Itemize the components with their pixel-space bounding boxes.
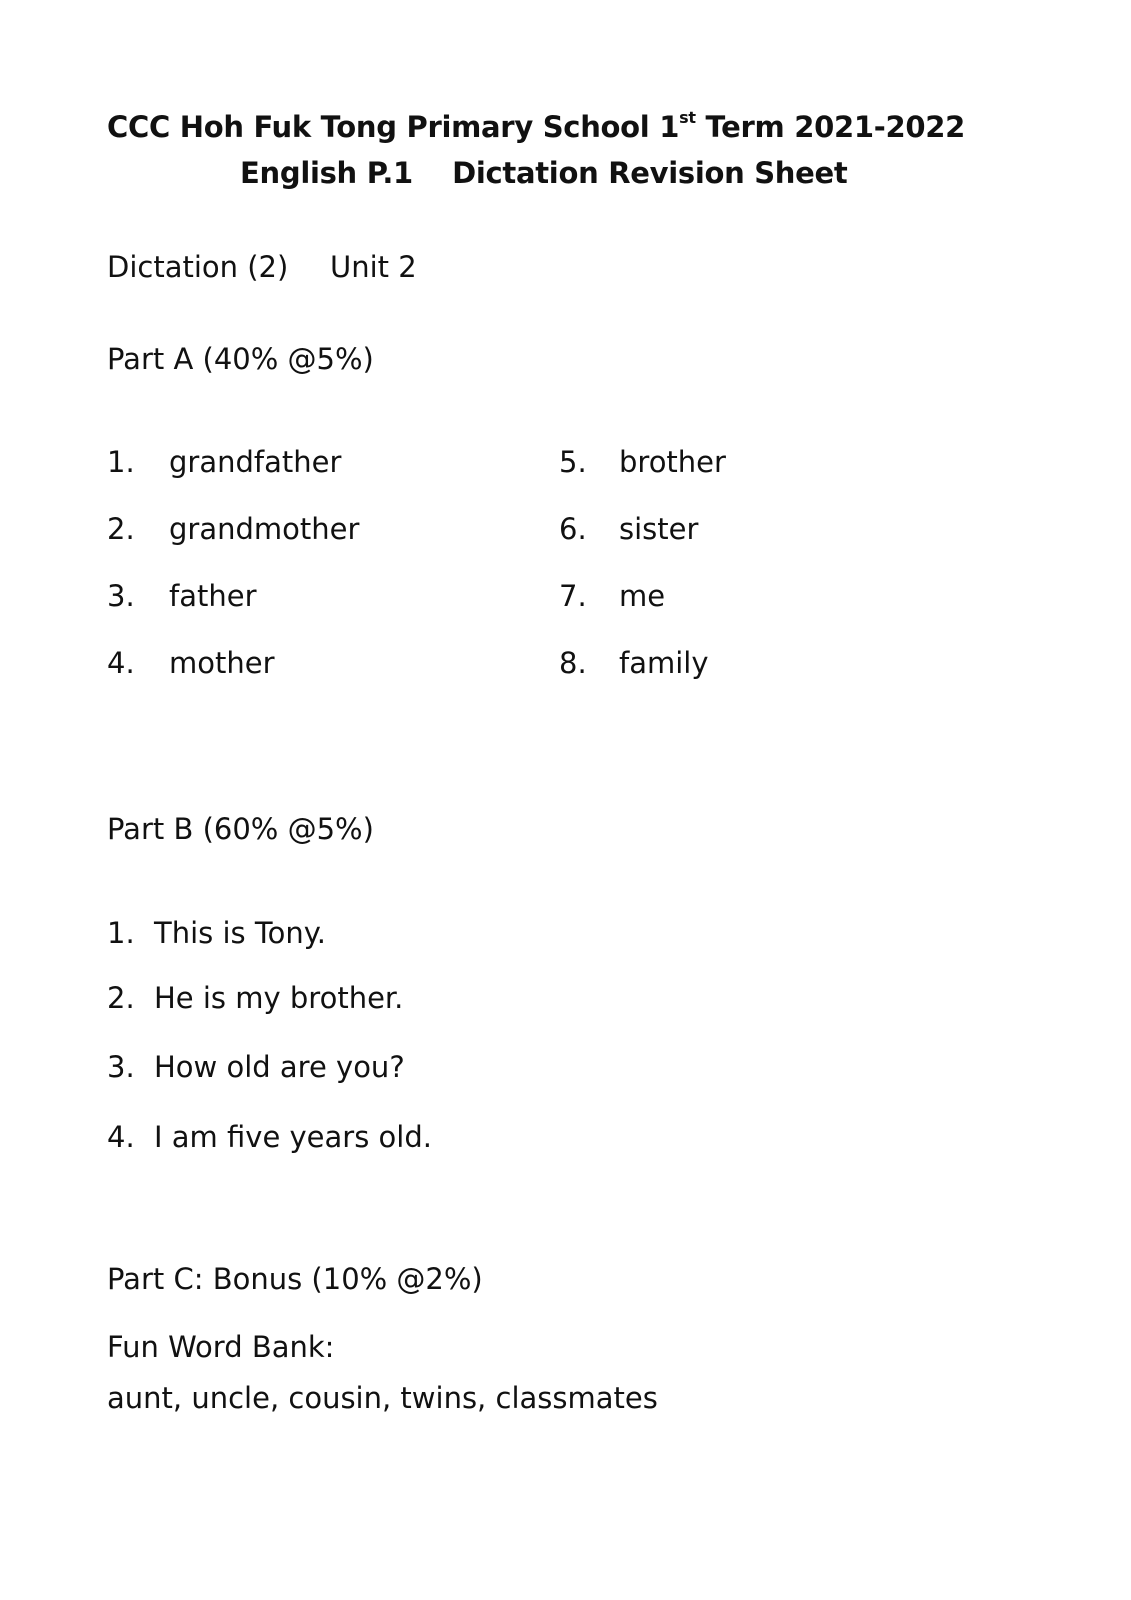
item-word: mother <box>169 646 275 680</box>
item-number: 8. <box>559 646 587 680</box>
word-bank-words: aunt, uncle, cousin, twins, classmates <box>107 1381 658 1415</box>
sentence-text: How old are you? <box>154 1050 405 1084</box>
item-number: 3. <box>107 579 135 613</box>
part-b-heading: Part B (60% @5%) <box>107 812 374 846</box>
sentence-number: 4. <box>107 1120 135 1154</box>
unit-label: Unit 2 <box>330 250 417 284</box>
item-number: 6. <box>559 512 587 546</box>
dictation-label: Dictation (2) <box>107 250 289 284</box>
sentence-number: 3. <box>107 1050 135 1084</box>
item-number: 4. <box>107 646 135 680</box>
item-word: me <box>619 579 666 613</box>
sentence-text: He is my brother. <box>154 981 404 1015</box>
title-ordinal-suffix: st <box>679 108 696 127</box>
item-number: 2. <box>107 512 135 546</box>
part-c-heading: Part C: Bonus (10% @2%) <box>107 1262 483 1296</box>
sentence-number: 2. <box>107 981 135 1015</box>
part-a-heading: Part A (40% @5%) <box>107 342 374 376</box>
item-number: 5. <box>559 445 587 479</box>
item-word: brother <box>619 445 726 479</box>
sheet-title-line-2: English P.1 Dictation Revision Sheet <box>240 156 848 190</box>
item-word: grandfather <box>169 445 342 479</box>
sentence-number: 1. <box>107 916 135 950</box>
item-number: 7. <box>559 579 587 613</box>
item-word: family <box>619 646 709 680</box>
sentence-text: This is Tony. <box>154 916 327 950</box>
title-school-term-post: Term 2021-2022 <box>695 110 965 144</box>
item-number: 1. <box>107 445 135 479</box>
title-school-term-pre: CCC Hoh Fuk Tong Primary School 1 <box>107 110 680 144</box>
item-word: sister <box>619 512 699 546</box>
item-word: grandmother <box>169 512 360 546</box>
sheet-title-line-1 <box>107 110 965 144</box>
word-bank-label: Fun Word Bank: <box>107 1330 335 1364</box>
sentence-text: I am five years old. <box>154 1120 432 1154</box>
item-word: father <box>169 579 257 613</box>
